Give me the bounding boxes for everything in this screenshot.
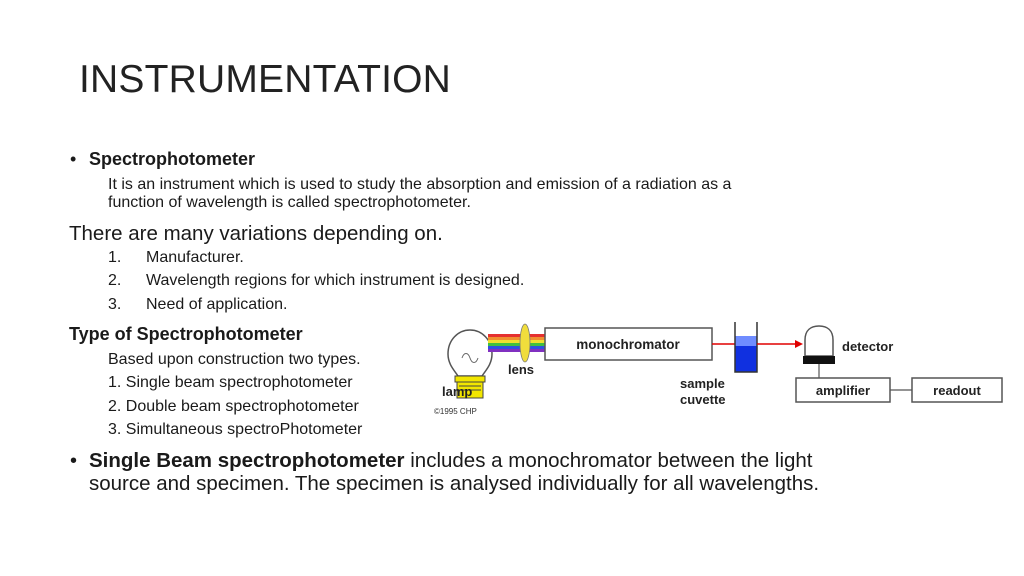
variation-number: 3. (108, 296, 122, 313)
bullet-dot: • (70, 450, 78, 472)
slide-title: INSTRUMENTATION (79, 58, 452, 101)
variation-number: 2. (108, 272, 122, 289)
sample-label: sample (680, 376, 725, 391)
bullet-dot: • (70, 149, 77, 169)
copyright-label: ©1995 CHP (434, 407, 477, 416)
definition-line-1: It is an instrument which is used to study the absorption and emission of a radiation as a (108, 176, 732, 193)
variations-intro: There are many variations depending on. (69, 222, 443, 245)
definition-line-2: function of wavelength is called spectrophotometer. (108, 194, 471, 211)
detector-icon (803, 326, 835, 364)
single-beam-description: includes a monochromator between the light (404, 449, 813, 472)
variation-item: Manufacturer. (146, 249, 244, 266)
arrow-head-icon (795, 340, 803, 348)
lens-icon (520, 324, 530, 362)
lamp-label: lamp (442, 384, 473, 399)
type-item: 1. Single beam spectrophotometer (108, 374, 353, 391)
single-beam-line-1 (89, 449, 813, 473)
amplifier-label: amplifier (815, 383, 871, 398)
lens-label: lens (508, 362, 535, 377)
spectrophotometer-diagram (430, 318, 1020, 424)
light-beam (488, 334, 545, 352)
variation-item: Need of application. (146, 296, 288, 313)
variation-item: Wavelength regions for which instrument is designed. (146, 272, 525, 289)
types-heading: Type of Spectrophotometer (69, 324, 303, 344)
monochromator-label: monochromator (576, 337, 680, 352)
type-item: 2. Double beam spectrophotometer (108, 398, 359, 415)
single-beam-term: Single Beam spectrophotometer (89, 449, 405, 472)
spectrophotometer-heading: Spectrophotometer (89, 149, 256, 169)
detector-label: detector (842, 339, 894, 354)
readout-label: readout (933, 383, 981, 398)
variation-number: 1. (108, 249, 122, 266)
single-beam-line-2: source and specimen. The specimen is analysed individually for all wavelengths. (89, 472, 820, 495)
cuvette-icon (735, 322, 757, 372)
type-item: 3. Simultaneous spectroPhotometer (108, 421, 363, 438)
types-intro: Based upon construction two types. (108, 351, 361, 368)
cuvette-label: cuvette (680, 392, 726, 407)
